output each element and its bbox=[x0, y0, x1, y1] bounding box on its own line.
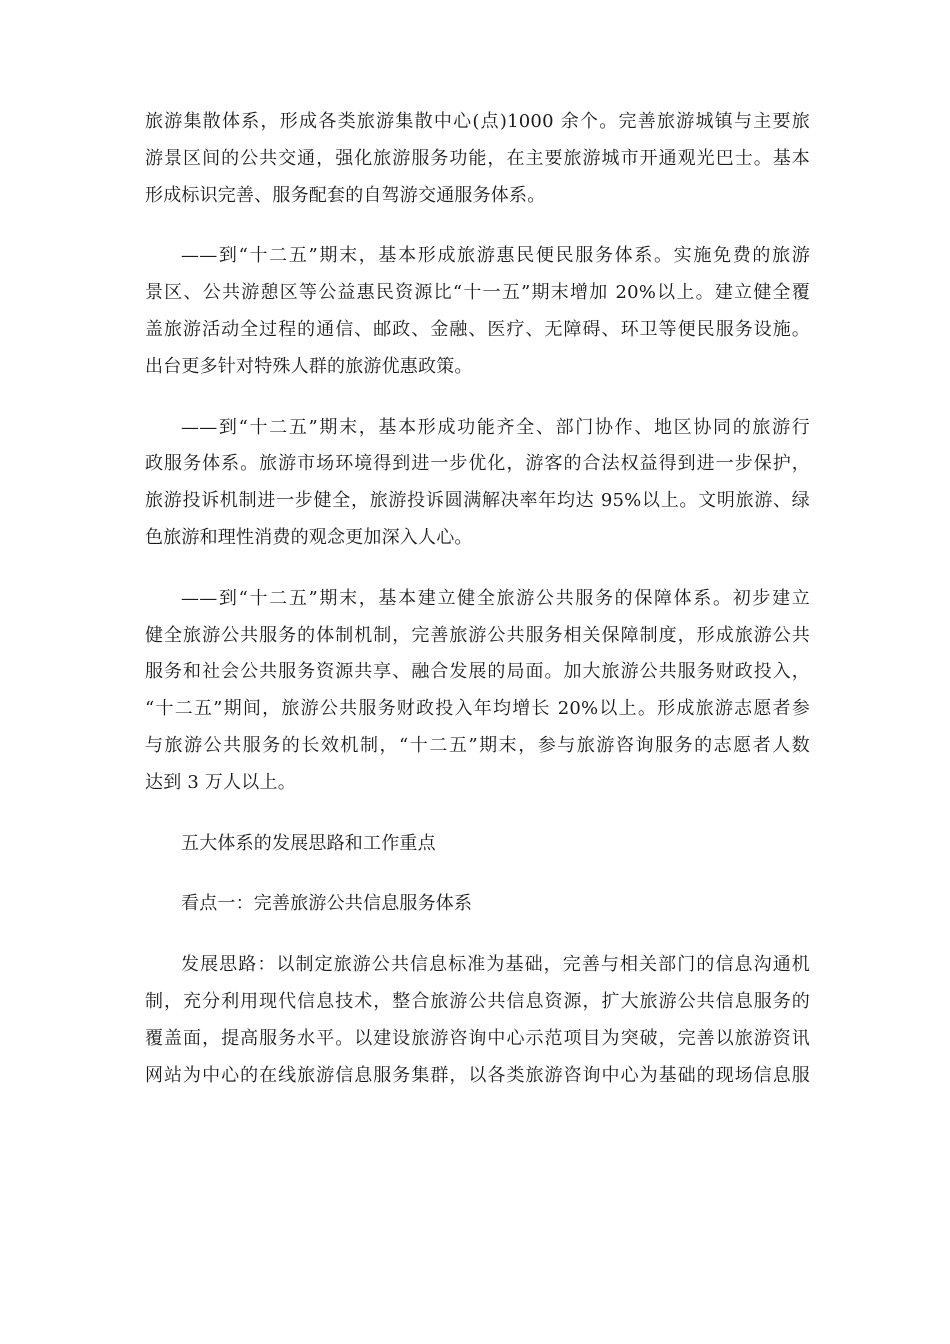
text-line: 服务和社会公共服务资源共享、融合发展的局面。加大旅游公共服务财政投入， bbox=[145, 661, 810, 683]
subsection-heading bbox=[145, 886, 810, 923]
text-line: 游景区间的公共交通，强化旅游服务功能，在主要旅游城市开通观光巴士。基本 bbox=[145, 147, 810, 169]
section-heading-text: 五大体系的发展思路和工作重点 bbox=[181, 832, 436, 854]
subsection-heading-text: 看点一：完善旅游公共信息服务体系 bbox=[181, 893, 473, 915]
text-line: 景区、公共游憩区等公益惠民资源比“十一五”期末增加 20%以上。建立健全覆 bbox=[145, 282, 810, 304]
text-line: 旅游集散体系，形成各类旅游集散中心(点)1000 余个。完善旅游城镇与主要旅 bbox=[145, 111, 810, 132]
text-line: 网站为中心的在线旅游信息服务集群，以各类旅游咨询中心为基础的现场信息服 bbox=[145, 1064, 810, 1086]
text-line: 发展思路：以制定旅游公共信息标准为基础，完善与相关部门的信息沟通机 bbox=[181, 954, 810, 976]
section-heading bbox=[145, 826, 810, 863]
paragraph-development-ideas bbox=[145, 947, 810, 1094]
text-line: 政服务体系。旅游市场环境得到进一步优化，游客的合法权益得到进一步保护， bbox=[145, 453, 810, 475]
text-line: 覆盖面，提高服务水平。以建设旅游咨询中心示范项目为突破，完善以旅游资讯 bbox=[145, 1027, 810, 1049]
paragraph-administrative-services bbox=[145, 410, 810, 557]
document-body bbox=[145, 104, 810, 1118]
text-line: ——到“十二五”期末，基本形成旅游惠民便民服务体系。实施免费的旅游 bbox=[181, 245, 810, 267]
text-line: 旅游投诉机制进一步健全，旅游投诉圆满解决率年均达 95%以上。文明旅游、绿 bbox=[145, 490, 810, 512]
text-line: 出台更多针对特殊人群的旅游优惠政策。 bbox=[145, 355, 473, 377]
text-line: 色旅游和理性消费的观念更加深入人心。 bbox=[145, 526, 473, 548]
text-line: “十二五”期间，旅游公共服务财政投入年均增长 20%以上。形成旅游志愿者参 bbox=[145, 698, 810, 720]
text-line: 制，充分利用现代信息技术，整合旅游公共信息资源，扩大旅游公共信息服务的 bbox=[145, 990, 810, 1012]
text-line: 达到 3 万人以上。 bbox=[145, 771, 296, 793]
text-line: ——到“十二五”期末，基本形成功能齐全、部门协作、地区协同的旅游行 bbox=[181, 416, 810, 438]
paragraph-transport bbox=[145, 104, 810, 214]
text-line: 与旅游公共服务的长效机制，“十二五”期末，参与旅游咨询服务的志愿者人数 bbox=[145, 734, 810, 756]
text-line: 健全旅游公共服务的体制机制，完善旅游公共服务相关保障制度，形成旅游公共 bbox=[145, 624, 810, 646]
text-line: 形成标识完善、服务配套的自驾游交通服务体系。 bbox=[145, 184, 546, 206]
paragraph-guarantee-system bbox=[145, 581, 810, 802]
text-line: 盖旅游活动全过程的通信、邮政、金融、医疗、无障碍、环卫等便民服务设施。 bbox=[145, 318, 810, 340]
text-line: ——到“十二五”期末，基本建立健全旅游公共服务的保障体系。初步建立 bbox=[181, 587, 810, 609]
paragraph-convenience-services bbox=[145, 238, 810, 385]
